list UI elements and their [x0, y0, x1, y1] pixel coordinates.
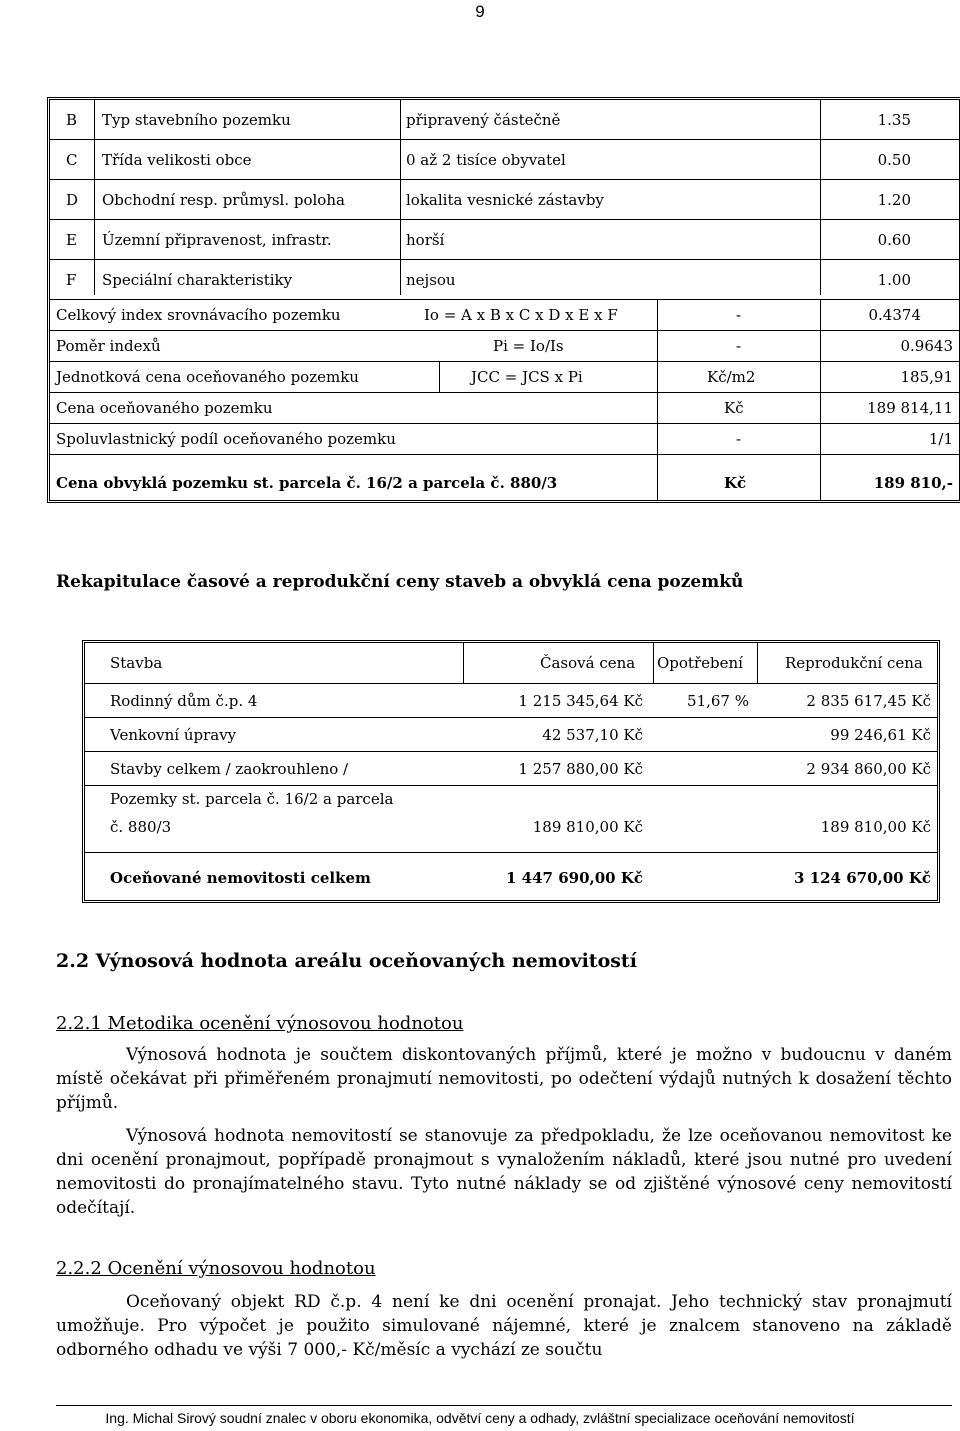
section-heading: 2.2 Výnosová hodnota areálu oceňovaných nemovitostí [56, 950, 637, 972]
summary-row: Celkový index srovnávacího pozemku Io = A x B x C x D x E x F - 0.4374 [50, 300, 959, 331]
recap-heading: Rekapitulace časové a reprodukční ceny staveb a obvyklá cena pozemků [56, 572, 744, 592]
summary-row: Cena oceňovaného pozemku Kč 189 814,11 [50, 393, 959, 424]
paragraph: Oceňovaný objekt RD č.p. 4 není ke dni ocenění pronajat. Jeho technický stav pronajmutí umožňuje. Pro výpočet je použito simulované nájemné, které je znalcem stanoveno na základě odborného odhadu ve výši 7 000,- Kč/měsíc a vychází ze součtu [56, 1292, 952, 1360]
footer: Ing. Michal Sirový soudní znalec v oboru ekonomika, odvětví ceny a odhady, zvláštní specializace oceňování nemovitostí [105, 1410, 855, 1426]
table-row: B Typ stavebního pozemku připravený částečně 1.35 [50, 100, 959, 140]
paragraph: Výnosová hodnota nemovitostí se stanovuje za předpokladu, že lze oceňovanou nemovitost ke dni ocenění pronajmout, popřípadě pronajmout s vynaložením nákladů, které jsou nutné pro uvedení nemovitosti do pronajímatelného stavu. Tyto nutné náklady se od zjištěné výnosové ceny nemovitostí odečítají. [56, 1126, 952, 1218]
summary-row: Spoluvlastnický podíl oceňovaného pozemku - 1/1 [50, 424, 959, 455]
land-index-table [47, 97, 960, 503]
table-row: F Speciální charakteristiky nejsou 1.00 [50, 260, 959, 300]
paragraph: Výnosová hodnota je součtem diskontovaných příjmů, které je možno v budoucnu v daném místě očekávat při přiměřeném pronajmutí nemovitosti, po odečtení výdajů nutných k dosažení těchto příjmů. [56, 1045, 952, 1113]
summary-row: Jednotková cena oceňovaného pozemku JCC = JCS x Pi Kč/m2 185,91 [50, 362, 959, 393]
table-row: Stavby celkem / zaokrouhleno / 1 257 880,00 Kč 2 934 860,00 Kč [85, 752, 937, 786]
total-row: Oceňované nemovitosti celkem 1 447 690,00 Kč 3 124 670,00 Kč [110, 869, 931, 887]
recap-table [82, 640, 940, 903]
table-header: Stavba Časová cena Opotřebení Reprodukční cena [85, 643, 937, 684]
table-row: Venkovní úpravy 42 537,10 Kč 99 246,61 Kč [85, 718, 937, 752]
total-row: Cena obvyklá pozemku st. parcela č. 16/2 a parcela č. 880/3 Kč 189 810,- [50, 455, 959, 500]
table-row: D Obchodní resp. průmysl. poloha lokalita vesnické zástavby 1.20 [50, 180, 959, 220]
footer-rule [56, 1405, 952, 1406]
table-row: Pozemky st. parcela č. 16/2 a parcela č. 880/3 189 810,00 Kč 189 810,00 Kč [85, 786, 937, 853]
table-row: Rodinný dům č.p. 4 1 215 345,64 Kč 51,67 % 2 835 617,45 Kč [85, 684, 937, 718]
summary-row: Poměr indexů Pi = Io/Is - 0.9643 [50, 331, 959, 362]
table-row: C Třída velikosti obce 0 až 2 tisíce obyvatel 0.50 [50, 140, 959, 180]
subsection-heading: 2.2.2 Ocenění výnosovou hodnotou [56, 1258, 376, 1279]
page-number: 9 [475, 2, 485, 21]
subsection-heading: 2.2.1 Metodika ocenění výnosovou hodnotou [56, 1013, 464, 1034]
table-row: E Územní připravenost, infrastr. horší 0.60 [50, 220, 959, 260]
